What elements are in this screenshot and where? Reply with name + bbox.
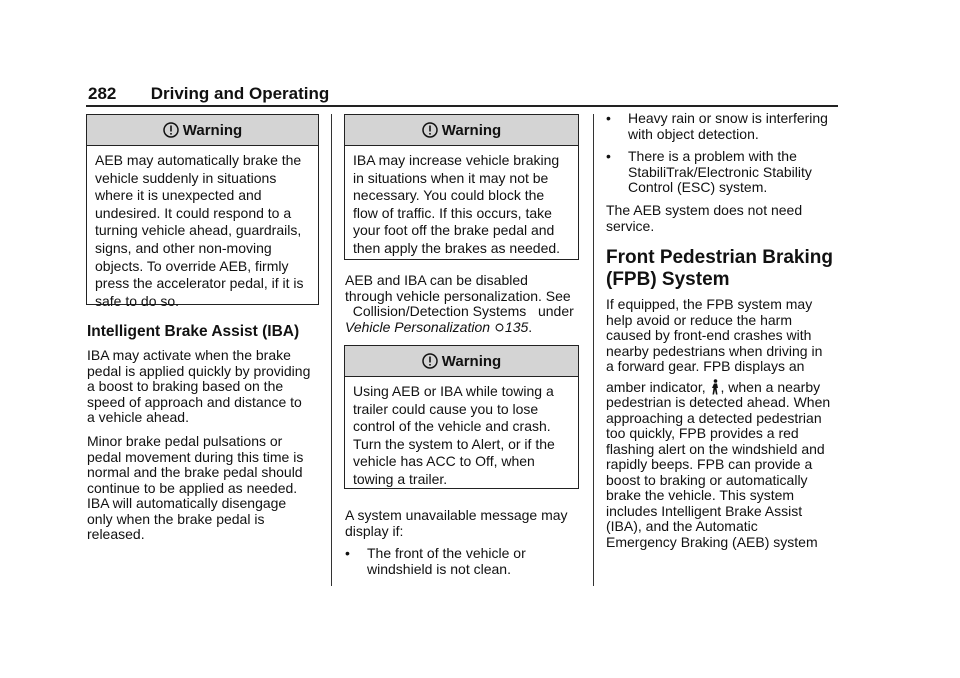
xref-link-text[interactable]: Vehicle Personalization <box>345 318 491 335</box>
warning-icon <box>422 353 438 369</box>
heading-fpb <box>606 247 833 291</box>
warning-header <box>345 115 578 146</box>
paragraph-disable <box>345 273 574 335</box>
text-line: speed of approach and distance to <box>87 393 302 410</box>
text-line: includes Intelligent Brake Assist <box>606 502 803 519</box>
xref-page-number[interactable]: 135 <box>504 318 529 335</box>
text-line: flashing alert on the windshield and <box>606 440 825 457</box>
text-line: Heavy rain or snow is interfering <box>628 110 828 126</box>
text-line: service. <box>606 217 655 234</box>
text-line: nearby pedestrians when driving in <box>606 342 823 359</box>
text-line: Control (ESC) system. <box>628 179 768 195</box>
bullet-icon: • <box>606 148 611 164</box>
cross-reference[interactable] <box>345 320 574 336</box>
warning-icon <box>422 122 438 138</box>
text-line: then apply the brakes as needed. <box>353 239 561 256</box>
warning-body <box>345 377 578 497</box>
text-line: IBA may activate when the brake <box>87 347 291 363</box>
text-line: boost to braking or automatically <box>606 471 808 488</box>
text-line: safe to do so. <box>95 292 180 309</box>
warning-header <box>345 346 578 377</box>
text-line: continue to be applied as needed. <box>87 479 298 496</box>
text-line: your foot off the brake pedal and <box>353 222 555 239</box>
text-line: released. <box>87 526 145 542</box>
text-line: where it is unexpected and <box>95 187 262 204</box>
bullet-icon: • <box>606 110 611 126</box>
text-line: through vehicle personalization. See <box>345 287 571 304</box>
text-line: (IBA), and the Automatic <box>606 518 758 534</box>
text-line: control of the vehicle and crash. <box>353 418 551 435</box>
text-line: pedal movement during this time is <box>87 448 304 465</box>
page-reference-icon <box>495 323 504 332</box>
text-line: brake the vehicle. This system <box>606 487 795 503</box>
warning-box-towing <box>344 345 579 489</box>
text-line: only when the brake pedal is <box>87 510 265 527</box>
text-line: display if: <box>345 522 404 539</box>
text-line: objects. To override AEB, firmly <box>95 257 289 274</box>
text-line-with-icon <box>606 379 830 396</box>
text-line: a forward gear. FPB displays an <box>606 358 805 374</box>
heading-line: (FPB) System <box>606 269 730 290</box>
text-line: towing a trailer. <box>353 470 448 487</box>
text-line: Collision/Detection Systems under <box>345 303 574 319</box>
text-line: a boost to braking based on the <box>87 378 284 394</box>
bullet-item <box>606 111 828 142</box>
text-line: necessary. You could block the <box>353 187 545 204</box>
text-line: rapidly beeps. FPB can provide a <box>606 456 813 472</box>
text-line: AEB may automatically brake the <box>95 152 302 168</box>
warning-title: Warning <box>182 121 243 139</box>
text-line: flow of traffic. If this occurs, take <box>353 204 552 221</box>
text-line: turning vehicle ahead, guardrails, <box>95 222 302 239</box>
warning-body <box>87 146 318 318</box>
heading-iba: Intelligent Brake Assist (IBA) <box>87 323 300 340</box>
text-line: normal and the brake pedal should <box>87 464 303 480</box>
header-rule <box>86 105 838 107</box>
text-fragment: , when a nearby <box>720 378 821 395</box>
bullet-item <box>606 149 812 196</box>
text-line: approaching a detected pedestrian <box>606 409 822 426</box>
column-divider-1 <box>331 114 332 586</box>
text-line: The front of the vehicle or <box>367 545 526 561</box>
text-line: trailer could cause you to lose <box>353 400 539 417</box>
text-line: AEB and IBA can be disabled <box>345 272 528 288</box>
text-line: in situations when it may not be <box>353 169 549 186</box>
text-line: Turn the system to Alert, or if the <box>353 435 555 452</box>
text-fragment: amber indicator, <box>606 378 710 395</box>
bullet-item <box>345 546 526 577</box>
text-line: too quickly, FPB provides a red <box>606 425 799 441</box>
text-line: There is a problem with the <box>628 148 797 164</box>
text-line: signs, and other non-moving <box>95 239 272 256</box>
text-line: The AEB system does not need <box>606 202 803 218</box>
paragraph-no-service <box>606 203 802 234</box>
text-line: windshield is not clean. <box>367 560 511 577</box>
paragraph-pulsations <box>87 434 303 543</box>
warning-box-iba <box>344 114 579 260</box>
text-line: pedestrian is detected ahead. When <box>606 394 831 410</box>
text-line: Using AEB or IBA while towing a <box>353 383 554 399</box>
heading-line: Front Pedestrian Braking <box>606 247 833 268</box>
text-line: pedal is applied quickly by providing <box>87 362 311 379</box>
text-line: a vehicle ahead. <box>87 409 189 425</box>
column-divider-2 <box>593 114 594 586</box>
paragraph-fpb <box>606 297 830 550</box>
bullet-icon: • <box>345 545 350 561</box>
warning-header <box>87 115 318 146</box>
text-line: A system unavailable message may <box>345 507 568 523</box>
text-line: StabiliTrak/Electronic Stability <box>628 163 812 180</box>
section-title: Driving and Operating <box>150 84 330 103</box>
text-line: undesired. It could respond to a <box>95 204 292 221</box>
warning-title: Warning <box>441 352 502 370</box>
text-line: caused by front-end crashes with <box>606 327 812 343</box>
text-line: help avoid or reduce the harm <box>606 311 792 328</box>
page-number: 282 <box>88 84 117 103</box>
warning-box-aeb <box>86 114 319 309</box>
text-line: vehicle suddenly in situations <box>95 169 277 186</box>
text-line: press the accelerator pedal, if it is <box>95 275 304 292</box>
text-line: Emergency Braking (AEB) system <box>606 533 818 550</box>
text-line: Minor brake pedal pulsations or <box>87 433 283 449</box>
paragraph-unavailable <box>345 508 568 539</box>
text-line: with object detection. <box>628 125 759 142</box>
text-line: IBA may increase vehicle braking <box>353 152 560 168</box>
text-line: If equipped, the FPB system may <box>606 296 813 312</box>
paragraph-iba-activate <box>87 348 310 426</box>
text-line: vehicle has ACC to Off, when <box>353 453 535 470</box>
pedestrian-icon <box>710 379 721 395</box>
text-period: . <box>528 318 533 335</box>
warning-icon <box>163 122 179 138</box>
warning-title: Warning <box>441 121 502 139</box>
warning-body <box>345 146 578 266</box>
text-line: IBA will automatically disengage <box>87 495 287 511</box>
page-header <box>88 84 329 104</box>
